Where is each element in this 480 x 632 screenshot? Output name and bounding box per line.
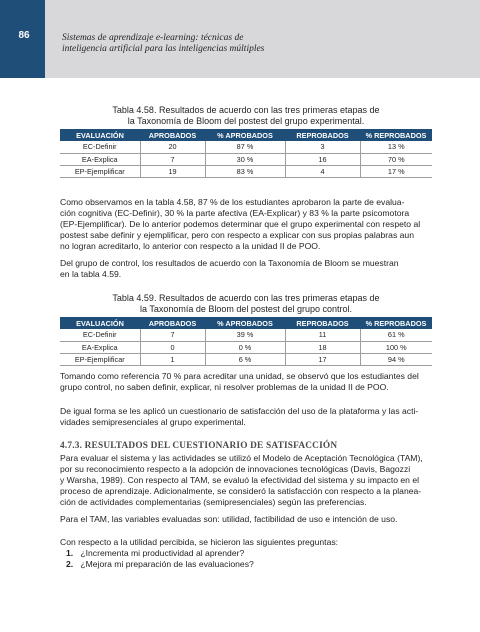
table-row xyxy=(60,341,432,353)
table-cell: 19 xyxy=(140,165,205,177)
list-number: 2. xyxy=(66,559,74,569)
table-cell: 18 xyxy=(285,341,360,353)
page-number-box xyxy=(0,0,48,78)
paragraph-utility-questions xyxy=(60,537,432,548)
text-line: (EP-Ejemplificar). De lo anterior podemos determinar que el grupo experimental con respeto al xyxy=(60,219,421,229)
table-row xyxy=(60,141,432,153)
table-cell: EC-Definir xyxy=(60,141,140,153)
table-cell: 6 % xyxy=(205,353,285,365)
table-cell: 1 xyxy=(140,353,205,365)
list-number: 1. xyxy=(66,548,74,558)
table-header-row xyxy=(60,129,432,141)
text-line: y Warsha, 1989). Con respecto al TAM, se evaluó la efectividad del sistema y su impacto en el xyxy=(60,475,420,485)
text-line: Para el TAM, las variables evaluadas son: utilidad, factibilidad de uso e intención de uso. xyxy=(60,514,398,524)
text-line: ción de actividades complementarias (semipresenciales) según las preferencias. xyxy=(60,497,367,507)
text-line: no logran acreditarlo, lo anterior con respecto a la unidad II de POO. xyxy=(60,241,321,251)
text-line: Del grupo de control, los resultados de acuerdo con la Taxonomía de Bloom se muestran xyxy=(60,258,399,268)
list-item xyxy=(66,559,432,570)
table-row xyxy=(60,165,432,177)
text-line: ción cognitiva (EC-Definir), 30 % la parte afectiva (EA-Explicar) y 83 % la parte psicomotora xyxy=(60,208,410,218)
table-cell: 7 xyxy=(140,153,205,165)
table-cell: 39 % xyxy=(205,329,285,341)
header-cell: APROBADOS xyxy=(140,317,205,329)
caption-line-2: la Taxonomía de Bloom del postest del grupo control. xyxy=(140,304,352,314)
table-cell: 4 xyxy=(285,165,360,177)
table-header-row xyxy=(60,317,432,329)
table-row xyxy=(60,329,432,341)
running-head-line-1: Sistemas de aprendizaje e-learning: técnicas de xyxy=(62,33,244,43)
table-cell: 83 % xyxy=(205,165,285,177)
text-line: De igual forma se les aplicó un cuestionario de satisfacción del uso de la plataforma y las acti- xyxy=(60,406,419,416)
caption-line-2: la Taxonomía de Bloom del postest del grupo experimental. xyxy=(127,116,365,126)
text-line: Para evaluar el sistema y las actividades se utilizó el Modelo de Aceptación Tecnológica (TAM), xyxy=(60,453,423,463)
table-cell: 20 xyxy=(140,141,205,153)
table-cell: 17 % xyxy=(360,165,432,177)
table-caption-4-58 xyxy=(60,105,432,127)
text-line: por su reconocimiento respecto a la adopción de innovaciones tecnológicas (Davis, Bagozzi xyxy=(60,464,411,474)
running-head xyxy=(62,33,402,55)
table-cell: 16 xyxy=(285,153,360,165)
table-cell: 7 xyxy=(140,329,205,341)
table-cell: 13 % xyxy=(360,141,432,153)
paragraph-tam-variables xyxy=(60,514,432,525)
table-cell: EA-Explica xyxy=(60,341,140,353)
caption-line-1: Tabla 4.59. Resultados de acuerdo con las tres primeras etapas de xyxy=(112,293,380,303)
text-line: grupo control, no saben definir, explicar, ni resolver problemas de la unidad II de POO. xyxy=(60,382,389,392)
header-cell: % REPROBADOS xyxy=(360,129,432,141)
page-header xyxy=(0,0,480,78)
table-row xyxy=(60,153,432,165)
table-cell: 30 % xyxy=(205,153,285,165)
header-cell: % REPROBADOS xyxy=(360,317,432,329)
header-cell: % APROBADOS xyxy=(205,129,285,141)
table-cell: 94 % xyxy=(360,353,432,365)
caption-line-1: Tabla 4.58. Resultados de acuerdo con las tres primeras etapas de xyxy=(112,105,380,115)
section-heading: 4.7.3. RESULTADOS DEL CUESTIONARIO DE SATISFACCIÓN xyxy=(60,441,338,451)
text-line: proceso de aprendizaje. Adicionalmente, se consideró la satisfacción con respecto a la planea- xyxy=(60,486,422,496)
paragraph-control-conclusion xyxy=(60,371,432,393)
table-cell: 0 % xyxy=(205,341,285,353)
table-cell: 0 xyxy=(140,341,205,353)
text-line: Tomando como referencia 70 % para acreditar una unidad, se observó que los estudiantes del xyxy=(60,371,419,381)
text-line: Con respecto a la utilidad percibida, se hicieron las siguientes preguntas: xyxy=(60,537,339,547)
table-cell: 61 % xyxy=(360,329,432,341)
text-line: vidades semipresenciales al grupo experimental. xyxy=(60,417,246,427)
results-table-control xyxy=(60,317,432,366)
page-number: 86 xyxy=(18,30,30,41)
table-cell: 70 % xyxy=(360,153,432,165)
running-head-line-2: inteligencia artificial para las inteligencias múltiples xyxy=(62,44,265,54)
table-cell: EP-Ejemplificar xyxy=(60,353,140,365)
text-line: en la tabla 4.59. xyxy=(60,269,122,279)
results-table-experimental xyxy=(60,129,432,178)
paragraph-questionnaire-intro xyxy=(60,406,432,428)
table-caption-4-59 xyxy=(60,293,432,315)
text-line: postest sabe definir y ejemplificar, pero con respecto a explicar con sus propias palabras aun xyxy=(60,230,414,240)
header-cell: APROBADOS xyxy=(140,129,205,141)
text-line: Como observamos en la tabla 4.58, 87 % de los estudiantes aprobaron la parte de evalua- xyxy=(60,197,405,207)
table-cell: EP-Ejemplificar xyxy=(60,165,140,177)
list-text: ¿Mejora mi preparación de las evaluaciones? xyxy=(80,559,254,569)
header-cell: EVALUACIÓN xyxy=(60,129,140,141)
header-cell: REPROBADOS xyxy=(285,317,360,329)
header-cell: % APROBADOS xyxy=(205,317,285,329)
table-cell: 3 xyxy=(285,141,360,153)
paragraph-tam-model xyxy=(60,453,432,508)
list-item xyxy=(66,548,432,559)
paragraph-control-intro xyxy=(60,258,432,280)
table-cell: 11 xyxy=(285,329,360,341)
paragraph-analysis-experimental xyxy=(60,197,432,252)
header-cell: REPROBADOS xyxy=(285,129,360,141)
table-cell: 17 xyxy=(285,353,360,365)
table-row xyxy=(60,353,432,365)
table-cell: EA-Explica xyxy=(60,153,140,165)
table-cell: EC-Definir xyxy=(60,329,140,341)
header-cell: EVALUACIÓN xyxy=(60,317,140,329)
table-cell: 100 % xyxy=(360,341,432,353)
list-text: ¿Incrementa mi productividad al aprender? xyxy=(80,548,245,558)
table-cell: 87 % xyxy=(205,141,285,153)
